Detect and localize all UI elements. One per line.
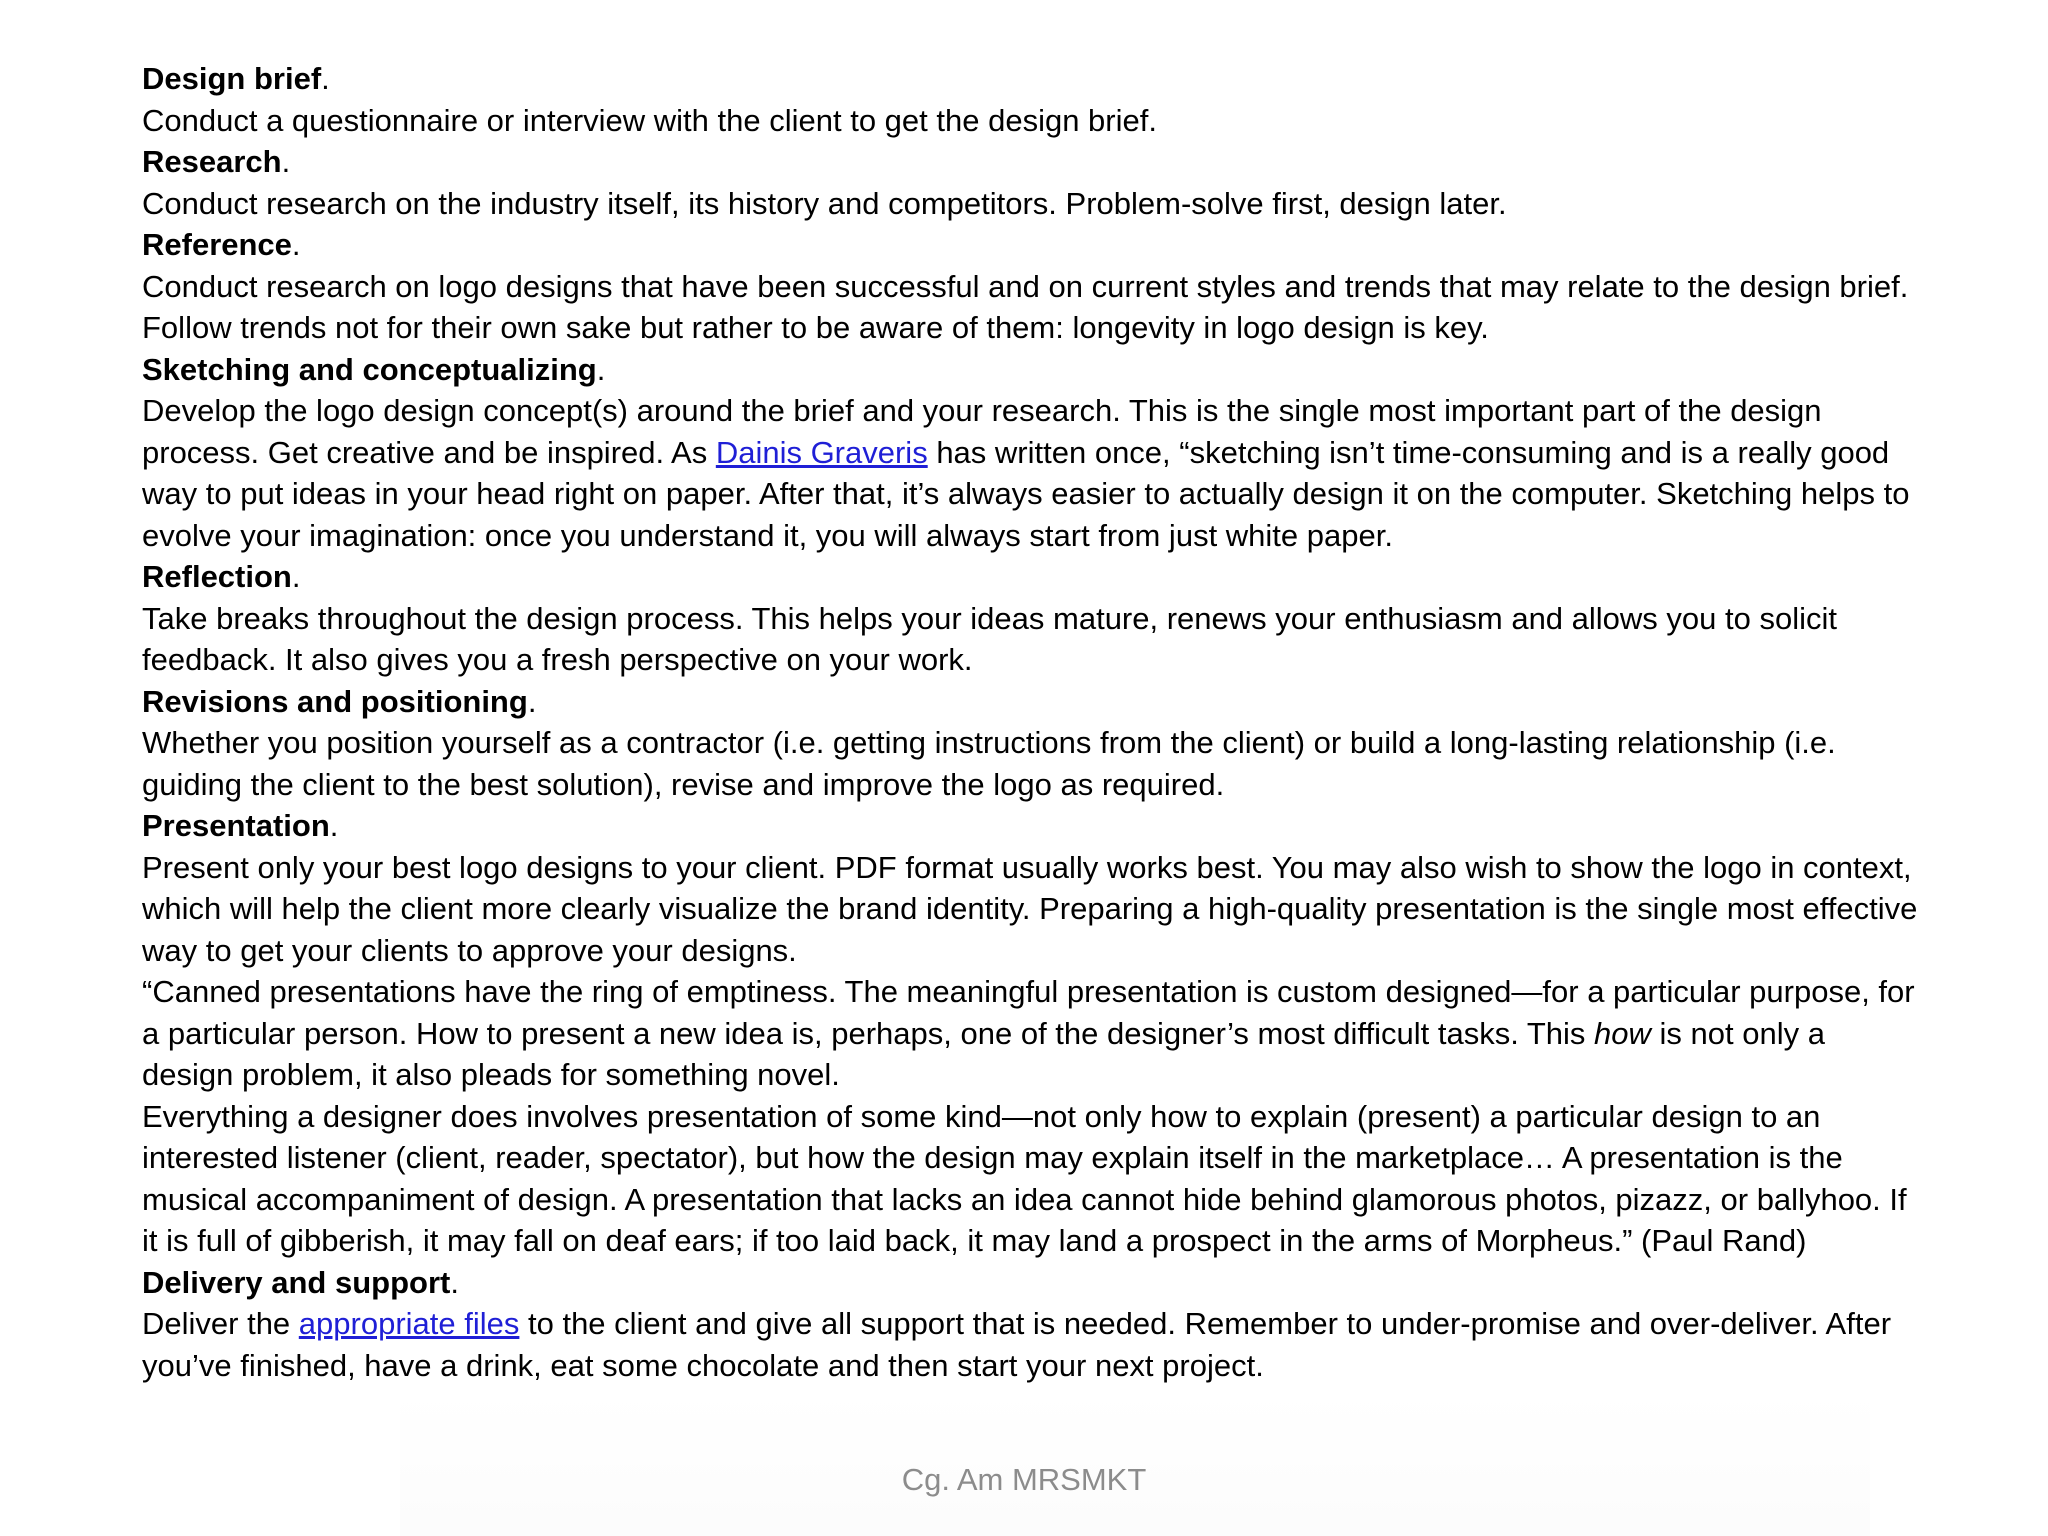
heading-sketching: Sketching and conceptualizing.: [142, 351, 606, 387]
heading-text: Sketching and conceptualizing: [142, 351, 597, 387]
heading-text: Design brief: [142, 61, 322, 96]
paragraph-reflection: Take breaks throughout the design process. This helps your ideas mature, renews your enthusiasm and allows you to solicit feedback. It also gives you a fresh perspective on your work.: [142, 600, 1837, 677]
heading-presentation: Presentation.: [142, 808, 339, 843]
paragraph-sketching: Develop the logo design concept(s) around the brief and your research. This is the single most important part of the design process. Get creative and be inspired. As Dainis Graveris has written once, “sketching isn’t time-consuming and is a really good way to put ideas in your head right on paper. After that, it’s always easier to actually design it on the computer. Sketching helps to evolve your imagination: once you understand it, you will always start from just white paper.: [142, 393, 1910, 553]
slide-body: [142, 58, 1922, 1386]
heading-delivery: Delivery and support.: [142, 1264, 459, 1300]
paragraph-presentation: Present only your best logo designs to your client. PDF format usually works best. You may also wish to show the logo in context, which will help the client more clearly visualize the brand identity. Preparing a high-quality presentation is the single most effective way to get your clients to approve your designs.: [142, 849, 1918, 968]
heading-text: Reference: [142, 227, 292, 262]
paragraph-revisions: Whether you position yourself as a contractor (i.e. getting instructions from the client) or build a long-lasting relationship (i.e. guiding the client to the best solution), revise and improve the logo as required.: [142, 725, 1836, 802]
heading-text: Research: [142, 144, 282, 179]
heading-design-brief: Design brief.: [142, 61, 330, 96]
heading-reference: Reference.: [142, 227, 301, 262]
heading-text: Presentation: [142, 808, 330, 843]
emphasis-how: how: [1594, 1015, 1651, 1051]
heading-text: Delivery and support: [142, 1264, 451, 1300]
paragraph-quote-part-1: “Canned presentations have the ring of emptiness. The meaningful presentation is custom designed—for a particular purpose, for a particular person. How to present a new idea is, perhaps, one of the designer’s most difficult tasks. This how is not only a design problem, it also pleads for something novel.: [142, 974, 1915, 1092]
heading-reflection: Reflection.: [142, 559, 301, 594]
paragraph-design-brief: Conduct a questionnaire or interview with the client to get the design brief.: [142, 102, 1157, 138]
paragraph-quote-part-2: Everything a designer does involves presentation of some kind—not only how to explain (present) a particular design to an interested listener (client, reader, spectator), but how the design may explain itself in the marketplace… A presentation is the musical accompaniment of design. A presentation that lacks an idea cannot hide behind glamorous photos, pizazz, or ballyhoo. If it is full of gibberish, it may fall on deaf ears; if too laid back, it may land a prospect in the arms of Morpheus.” (Paul Rand): [142, 1098, 1907, 1258]
slide-footer: Cg. Am MRSMKT: [901, 1462, 1147, 1497]
link-appropriate-files[interactable]: appropriate files: [298, 1306, 520, 1341]
paragraph-delivery: Deliver the appropriate files to the client and give all support that is needed. Remember to under-promise and over-deliver. After you’ve finished, have a drink, eat some chocolate and then start your next project.: [142, 1306, 1892, 1383]
heading-text: Revisions and positioning: [142, 683, 528, 719]
heading-research: Research.: [142, 144, 291, 179]
paragraph-research: Conduct research on the industry itself, its history and competitors. Problem-solve first, design later.: [142, 185, 1507, 221]
heading-text: Reflection: [142, 559, 292, 594]
paragraph-reference: Conduct research on logo designs that have been successful and on current styles and trends that may relate to the design brief. Follow trends not for their own sake but rather to be aware of them: longevity in logo design is key.: [142, 268, 1909, 345]
link-dainis-graveris[interactable]: Dainis Graveris: [715, 434, 928, 470]
heading-revisions: Revisions and positioning.: [142, 683, 537, 719]
